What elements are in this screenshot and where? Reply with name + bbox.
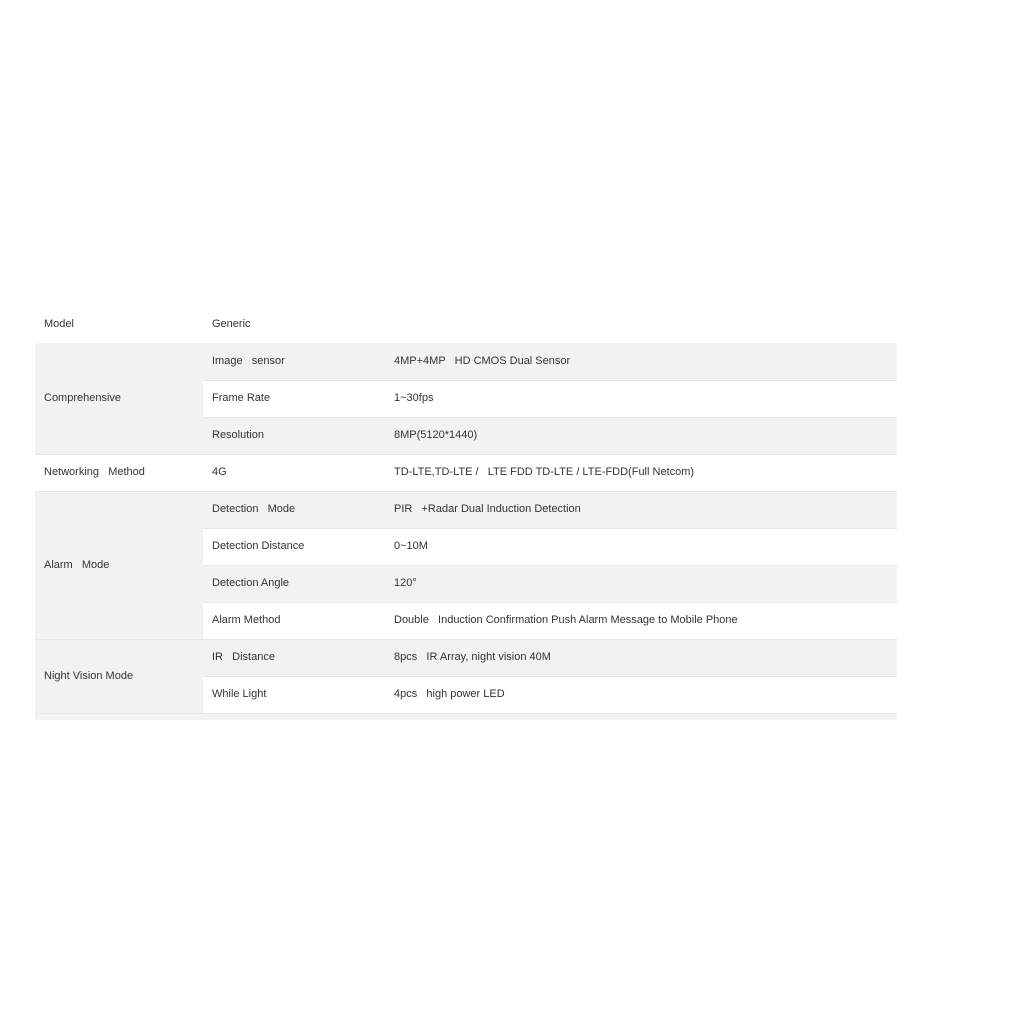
table-row [35, 306, 897, 343]
table-row [35, 491, 897, 528]
spec-value: 4MP+4MP HD CMOS Dual Sensor [385, 343, 897, 380]
spec-label: Detection Angle [203, 565, 385, 602]
table-row [35, 454, 897, 491]
spec-label: 4G [203, 454, 385, 491]
spec-value: 8MP(5120*1440) [385, 417, 897, 454]
spec-value: 4pcs high power LED [385, 676, 897, 713]
spec-value: 1~30fps [385, 380, 897, 417]
spec-value: TD-LTE,TD-LTE / LTE FDD TD-LTE / LTE-FDD(Full Netcom) [385, 454, 897, 491]
spec-label: Detection Distance [203, 528, 385, 565]
spec-label: Alarm Method [203, 602, 385, 639]
spec-category: Comprehensive [35, 343, 203, 454]
table-row [35, 639, 897, 676]
spec-category: Networking Method [35, 454, 203, 491]
spec-label: While Light [203, 676, 385, 713]
spec-value: 8pcs IR Array, night vision 40M [385, 639, 897, 676]
spec-label: Image sensor [203, 343, 385, 380]
spec-label: IR Distance [203, 639, 385, 676]
spec-value: Generic [203, 306, 897, 343]
spec-category: Model [35, 306, 203, 343]
spec-category: Night Vision Mode [35, 639, 203, 713]
spec-table [35, 306, 897, 720]
table-footer-strip [35, 713, 897, 720]
spec-label: Frame Rate [203, 380, 385, 417]
spec-category: Alarm Mode [35, 491, 203, 639]
spec-label: Resolution [203, 417, 385, 454]
spec-value: 120° [385, 565, 897, 602]
table-row [35, 343, 897, 380]
spec-value: 0~10M [385, 528, 897, 565]
spec-label: Detection Mode [203, 491, 385, 528]
table-footer-cell [35, 713, 897, 720]
spec-value: Double Induction Confirmation Push Alarm Message to Mobile Phone [385, 602, 897, 639]
spec-value: PIR +Radar Dual Induction Detection [385, 491, 897, 528]
